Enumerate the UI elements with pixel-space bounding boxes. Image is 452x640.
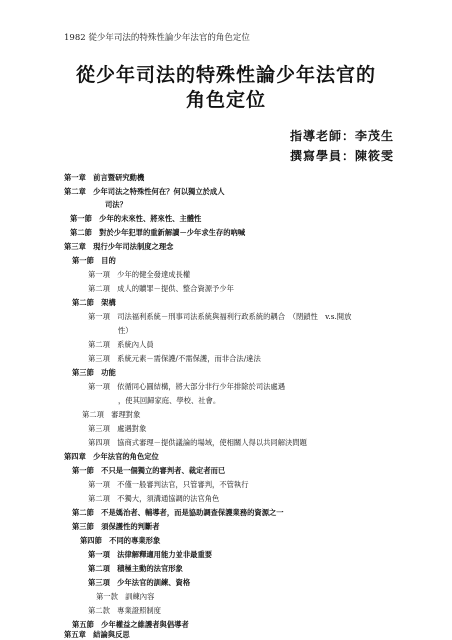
toc-line: 第二節 對於少年犯罪的重新解讀－少年求生存的吶喊 [70,228,246,237]
toc-line: 第二項 審理對象 [82,410,141,419]
toc-line: ，使其回歸家庭、學校、社會。 [118,396,221,405]
toc-line: 第四節 不同的專業形象 [80,536,161,545]
toc-line: 第一章 前言暨研究動機 [64,173,145,182]
author-credit: 撰寫學員：陳筱雯 [289,149,394,163]
toc-line: 第三節 須保護性的判斷者 [72,522,160,531]
toc-line: 第四章 少年法官的角色定位 [64,452,159,461]
toc-line: 第三項 系統元素－需保護/不需保護，而非合法/違法 [88,354,261,363]
toc-line: 第一節 不只是一個獨立的審判者、裁定者而已 [72,466,226,475]
toc-line: 第一款 訓練內容 [96,592,155,601]
page-header: 1982 從少年司法的特殊性論少年法官的角色定位 [64,33,250,43]
toc-line: 第二節 不是媽治者、輔導者，而是協助調查保護業務的資源之一 [72,508,284,517]
toc-line: 第一節 目的 [72,256,116,265]
toc-line: 第一項 司法福利系統－刑事司法系統與福利行政系統的耦合 （閉鎖性 v.s.開放 [88,312,352,321]
title-line-1: 從少年司法的特殊性論少年法官的 [75,64,376,86]
toc-line: 第一項 少年的健全發達成長權 [88,270,191,279]
toc-line: 第五節 少年權益之維護者與倡導者 [72,620,189,629]
toc-line: 第二款 專業證照制度 [88,606,161,615]
toc-line: 第一節 少年的未來性、將來性、主體性 [70,214,202,223]
toc-line: 第一項 法律解釋適用能力並非最重要 [88,550,213,559]
toc-line: 司法？ [105,200,127,209]
title-line-2: 角色定位 [185,89,266,111]
toc-line: 第三項 處遇對象 [88,424,147,433]
toc-line: 第二項 不獨大，須溝通協調的法官角色 [88,494,220,503]
toc-line: 第三章 現行少年司法制度之理念 [64,242,174,251]
toc-line: 第二章 少年司法之特殊性何在？何以獨立於成人 [64,187,225,196]
toc-line: 第四項 協商式審理－提供議論的場域，使相關人得以共同解決問題 [88,438,307,447]
toc-line: 第一項 不僅一般審判法官，只管審判，不管執行 [88,480,249,489]
toc-line: 第三項 少年法官的訓練、資格 [88,578,191,587]
toc-line: 第三節 功能 [72,368,116,377]
toc-line: 第二項 積極主動的法官形象 [88,564,183,573]
toc-line: 第二項 成人的贖罪－提供、整合資源予少年 [88,284,234,293]
advisor-credit: 指導老師：李茂生 [289,129,394,143]
toc-line: 第一項 依循同心圓結構，將大部分非行少年排除於司法處遇 [88,382,286,391]
toc-line: 第二節 架構 [72,298,116,307]
toc-line: 第五章 結論與反思 [64,630,130,639]
toc-line: 第二項 系統內人員 [88,340,154,349]
toc-line: 性） [118,326,133,335]
